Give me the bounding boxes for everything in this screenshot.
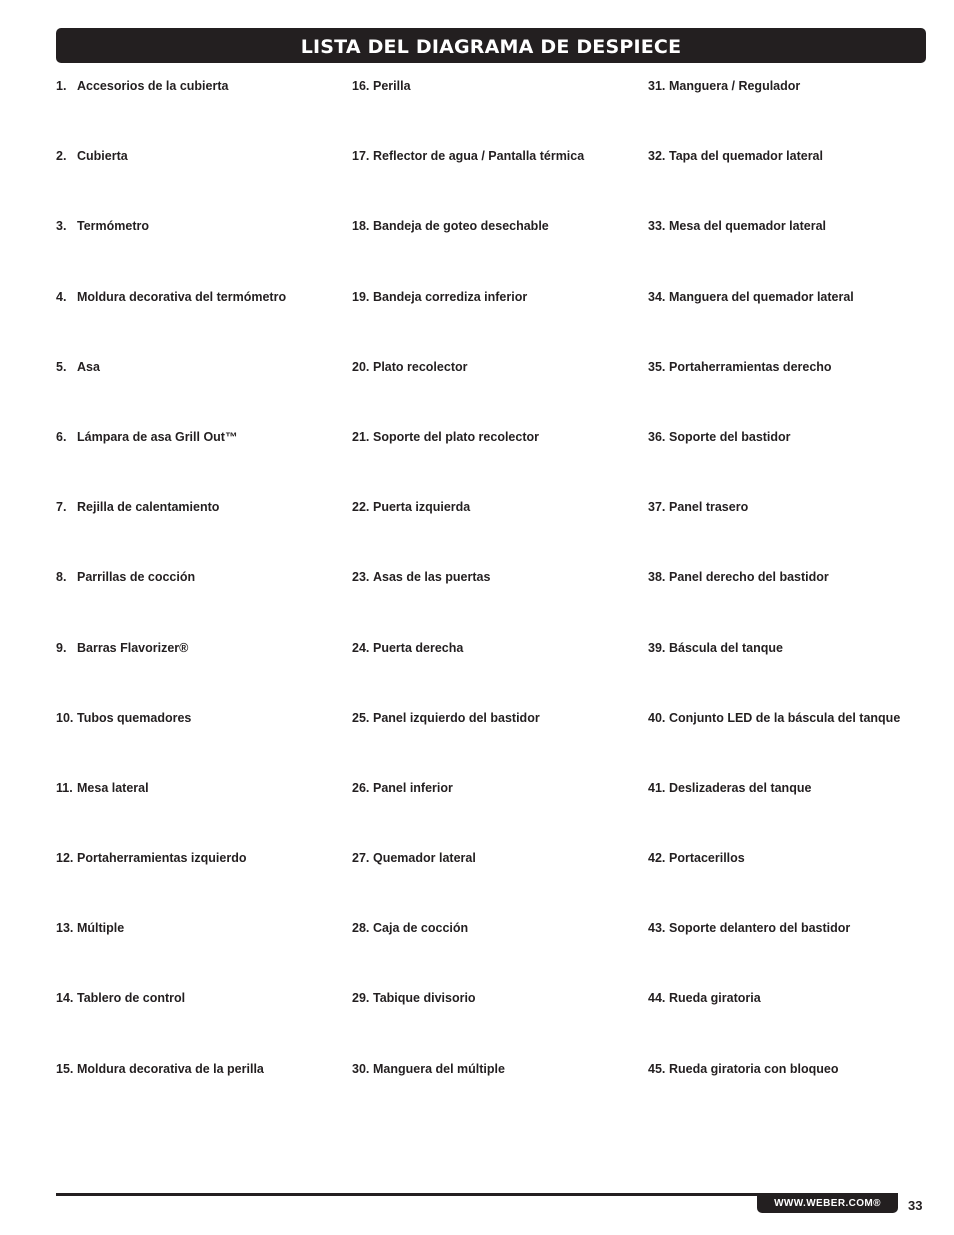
part-number: 14. (56, 991, 74, 1006)
list-item (648, 78, 926, 148)
list-item (352, 289, 648, 359)
list-item (56, 569, 352, 639)
part-number: 10. (56, 710, 74, 725)
part-label: Barras Flavorizer® (77, 640, 189, 655)
list-item (56, 780, 352, 850)
part-label: Panel inferior (373, 780, 453, 795)
part-number: 21. (352, 429, 370, 444)
list-item (648, 850, 926, 920)
part-number: 43. (648, 921, 666, 936)
part-number: 19. (352, 289, 370, 304)
part-number: 24. (352, 640, 370, 655)
part-number: 6. (56, 429, 67, 444)
part-label: Puerta derecha (373, 640, 464, 655)
page-number: 33 (908, 1198, 923, 1213)
part-number: 29. (352, 991, 370, 1006)
part-number: 34. (648, 289, 666, 304)
part-label: Asas de las puertas (373, 570, 491, 585)
list-item (352, 850, 648, 920)
part-label: Manguera del quemador lateral (669, 289, 854, 304)
part-label: Caja de cocción (373, 921, 469, 936)
part-number: 23. (352, 570, 370, 585)
part-number: 12. (56, 851, 74, 866)
part-label: Manguera del múltiple (373, 1061, 505, 1076)
list-item (648, 640, 926, 710)
list-item (648, 148, 926, 218)
list-item (56, 710, 352, 780)
part-label: Soporte delantero del bastidor (669, 921, 851, 936)
list-item (352, 78, 648, 148)
part-label: Rueda giratoria con bloqueo (669, 1061, 839, 1076)
list-item (352, 990, 648, 1060)
list-item (648, 710, 926, 780)
part-label: Portacerillos (669, 851, 745, 866)
part-label: Rueda giratoria (669, 991, 761, 1006)
part-number: 26. (352, 780, 370, 795)
part-number: 5. (56, 359, 67, 374)
list-item (352, 218, 648, 288)
part-label: Conjunto LED de la báscula del tanque (669, 710, 901, 725)
list-item (56, 218, 352, 288)
list-item (352, 640, 648, 710)
list-item (56, 640, 352, 710)
part-label: Bandeja corrediza inferior (373, 289, 528, 304)
list-item (56, 1061, 352, 1131)
part-number: 42. (648, 851, 666, 866)
part-label: Rejilla de calentamiento (77, 500, 220, 515)
list-item (648, 499, 926, 569)
part-label: Accesorios de la cubierta (77, 79, 229, 93)
part-number: 18. (352, 219, 370, 234)
footer-url: WWW.WEBER.COM® (774, 1197, 881, 1209)
part-number: 39. (648, 640, 666, 655)
part-label: Mesa del quemador lateral (669, 219, 827, 234)
part-number: 41. (648, 780, 666, 795)
part-label: Asa (77, 359, 100, 374)
part-label: Moldura decorativa del termómetro (77, 289, 287, 304)
part-number: 30. (352, 1061, 370, 1076)
list-item (56, 429, 352, 499)
page-title: LISTA DEL DIAGRAMA DE DESPIECE (300, 35, 682, 58)
part-label: Puerta izquierda (373, 500, 471, 515)
list-item (352, 920, 648, 990)
part-label: Tabique divisorio (373, 991, 476, 1006)
footer-url-tab (757, 1193, 898, 1213)
part-label: Deslizaderas del tanque (669, 780, 812, 795)
parts-list (56, 78, 926, 1131)
part-label: Perilla (373, 79, 411, 93)
list-item (56, 499, 352, 569)
part-label: Portaherramientas izquierdo (77, 851, 247, 866)
list-item (648, 359, 926, 429)
part-label: Parrillas de cocción (77, 570, 196, 585)
part-label: Termómetro (77, 219, 150, 234)
part-number: 8. (56, 570, 67, 585)
part-label: Moldura decorativa de la perilla (77, 1061, 264, 1076)
list-item (56, 289, 352, 359)
part-label: Mesa lateral (77, 780, 149, 795)
list-item (352, 429, 648, 499)
part-number: 7. (56, 500, 67, 515)
list-item (648, 1061, 926, 1131)
part-number: 36. (648, 429, 666, 444)
part-label: Cubierta (77, 149, 128, 164)
part-label: Tablero de control (77, 991, 186, 1006)
list-item (56, 78, 352, 148)
part-label: Panel izquierdo del bastidor (373, 710, 540, 725)
part-number: 4. (56, 289, 67, 304)
part-number: 32. (648, 149, 666, 164)
part-number: 44. (648, 991, 666, 1006)
part-label: Manguera / Regulador (669, 79, 801, 93)
part-label: Quemador lateral (373, 851, 476, 866)
part-label: Soporte del bastidor (669, 429, 791, 444)
list-item (648, 780, 926, 850)
list-item (648, 569, 926, 639)
part-number: 28. (352, 921, 370, 936)
list-item (648, 429, 926, 499)
part-label: Lámpara de asa Grill Out™ (77, 429, 238, 444)
list-item (648, 920, 926, 990)
list-item (352, 710, 648, 780)
part-number: 27. (352, 851, 370, 866)
part-number: 13. (56, 921, 74, 936)
part-number: 33. (648, 219, 666, 234)
list-item (648, 990, 926, 1060)
part-label: Reflector de agua / Pantalla térmica (373, 149, 585, 164)
part-label: Bandeja de goteo desechable (373, 219, 549, 234)
part-number: 9. (56, 640, 67, 655)
part-number: 35. (648, 359, 666, 374)
part-number: 31. (648, 79, 666, 93)
part-label: Plato recolector (373, 359, 468, 374)
part-number: 2. (56, 149, 67, 164)
list-item (56, 148, 352, 218)
part-number: 45. (648, 1061, 666, 1076)
list-item (56, 850, 352, 920)
list-item (648, 289, 926, 359)
list-item (56, 990, 352, 1060)
part-number: 25. (352, 710, 370, 725)
part-number: 20. (352, 359, 370, 374)
part-number: 16. (352, 79, 370, 93)
title-bar (56, 28, 926, 63)
list-item (56, 920, 352, 990)
list-item (56, 359, 352, 429)
part-number: 40. (648, 710, 666, 725)
list-item (352, 148, 648, 218)
list-item (352, 569, 648, 639)
part-number: 15. (56, 1061, 74, 1076)
part-label: Portaherramientas derecho (669, 359, 832, 374)
part-label: Tapa del quemador lateral (669, 149, 823, 164)
part-label: Tubos quemadores (77, 710, 192, 725)
part-number: 17. (352, 149, 370, 164)
part-label: Múltiple (77, 921, 125, 936)
part-number: 11. (56, 780, 73, 795)
part-label: Panel trasero (669, 500, 749, 515)
part-number: 22. (352, 500, 370, 515)
part-number: 1. (56, 79, 67, 93)
part-label: Panel derecho del bastidor (669, 570, 829, 585)
list-item (352, 359, 648, 429)
part-label: Báscula del tanque (669, 640, 783, 655)
list-item (352, 499, 648, 569)
list-item (648, 218, 926, 288)
list-item (352, 1061, 648, 1131)
list-item (352, 780, 648, 850)
part-number: 3. (56, 219, 67, 234)
part-number: 38. (648, 570, 666, 585)
part-label: Soporte del plato recolector (373, 429, 540, 444)
part-number: 37. (648, 500, 666, 515)
